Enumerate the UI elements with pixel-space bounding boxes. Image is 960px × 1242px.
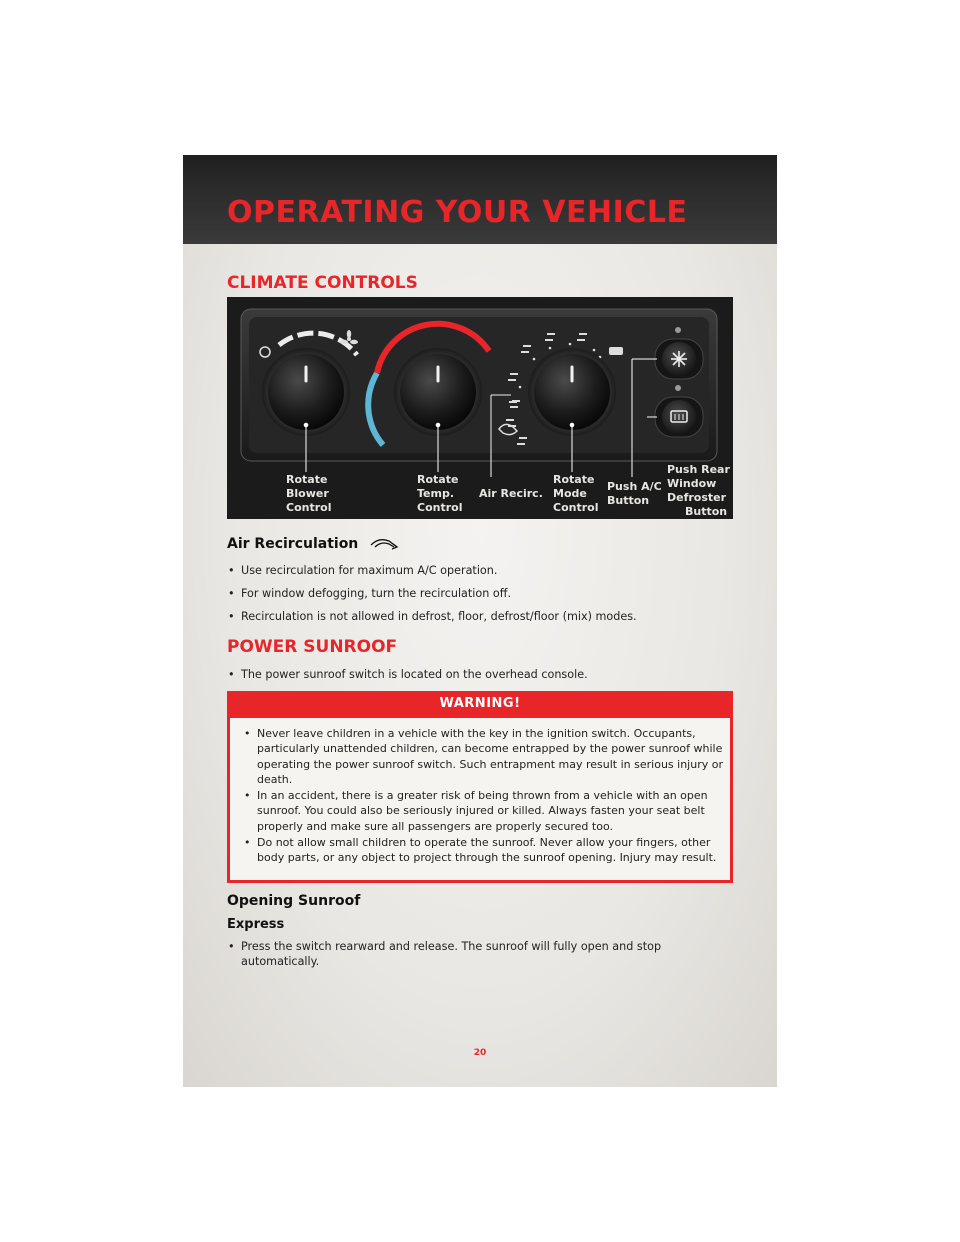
caption-line: Push Rear xyxy=(667,463,730,476)
caption-rotate-mode xyxy=(553,473,598,515)
recirculation-icon xyxy=(369,535,401,553)
caption-line: Control xyxy=(553,501,599,514)
caption-air-recirc: Air Recirc. xyxy=(479,487,543,500)
manual-page xyxy=(183,155,777,1087)
caption-rotate-blower xyxy=(286,473,331,515)
opening-sunroof-heading: Opening Sunroof xyxy=(227,893,361,909)
air-recirc-bullet: • Use recirculation for maximum A/C operation. xyxy=(227,563,751,578)
warning-content xyxy=(230,718,730,880)
express-subheading: Express xyxy=(227,917,285,932)
caption-line: Button xyxy=(685,505,728,518)
caption-line: Rotate xyxy=(286,473,328,486)
caption-push-rear-defroster xyxy=(667,463,730,519)
air-recirc-bullet: • Recirculation is not allowed in defrost, floor, defrost/floor (mix) modes. xyxy=(227,609,751,624)
caption-push-ac xyxy=(607,480,662,508)
sunroof-bullet: • The power sunroof switch is located on the overhead console. xyxy=(227,667,751,682)
caption-line: Defroster xyxy=(667,491,727,504)
caption-line: Temp. xyxy=(417,487,455,500)
caption-line: Blower xyxy=(286,487,329,500)
warning-item: • Never leave children in a vehicle with the key in the ignition switch. Occupants, particularly unattended children, can become entrapped by the power sunroof while operating the power sunroof switch. Such entrapment may result in serious injury or death. xyxy=(244,726,733,787)
climate-controls-heading: CLIMATE CONTROLS xyxy=(227,273,418,293)
warning-title: WARNING! xyxy=(439,696,521,711)
caption-line: Window xyxy=(667,477,717,490)
caption-line: Control xyxy=(417,501,463,514)
opening-bullet: • Press the switch rearward and release. The sunroof will fully open and stop automatically. xyxy=(227,939,711,969)
page-header-title: OPERATING YOUR VEHICLE xyxy=(227,195,688,230)
warning-item: • In an accident, there is a greater risk of being thrown from a vehicle with an open sunroof. You could also be seriously injured or killed. Always fasten your seat belt properly and make sure all passengers are properly secured too. xyxy=(244,788,733,834)
caption-line: Rotate xyxy=(553,473,595,486)
caption-line: Push A/C xyxy=(607,480,662,493)
caption-line: Mode xyxy=(553,487,587,500)
climate-control-panel-image xyxy=(227,297,733,519)
caption-line: Control xyxy=(286,501,332,514)
warning-box xyxy=(227,691,733,883)
caption-line: Rotate xyxy=(417,473,459,486)
air-recirculation-heading-text: Air Recirculation xyxy=(227,536,359,552)
power-sunroof-heading: POWER SUNROOF xyxy=(227,637,398,657)
warning-item: • Do not allow small children to operate the sunroof. Never allow your fingers, other body parts, or any object to project through the sunroof opening. Injury may result. xyxy=(244,835,733,866)
page-header xyxy=(183,155,777,244)
air-recirculation-heading xyxy=(227,535,401,553)
caption-rotate-temp xyxy=(417,473,462,515)
page-number: 20 xyxy=(473,1048,487,1058)
caption-line: Button xyxy=(607,494,650,507)
air-recirc-bullet: • For window defogging, turn the recirculation off. xyxy=(227,586,751,601)
